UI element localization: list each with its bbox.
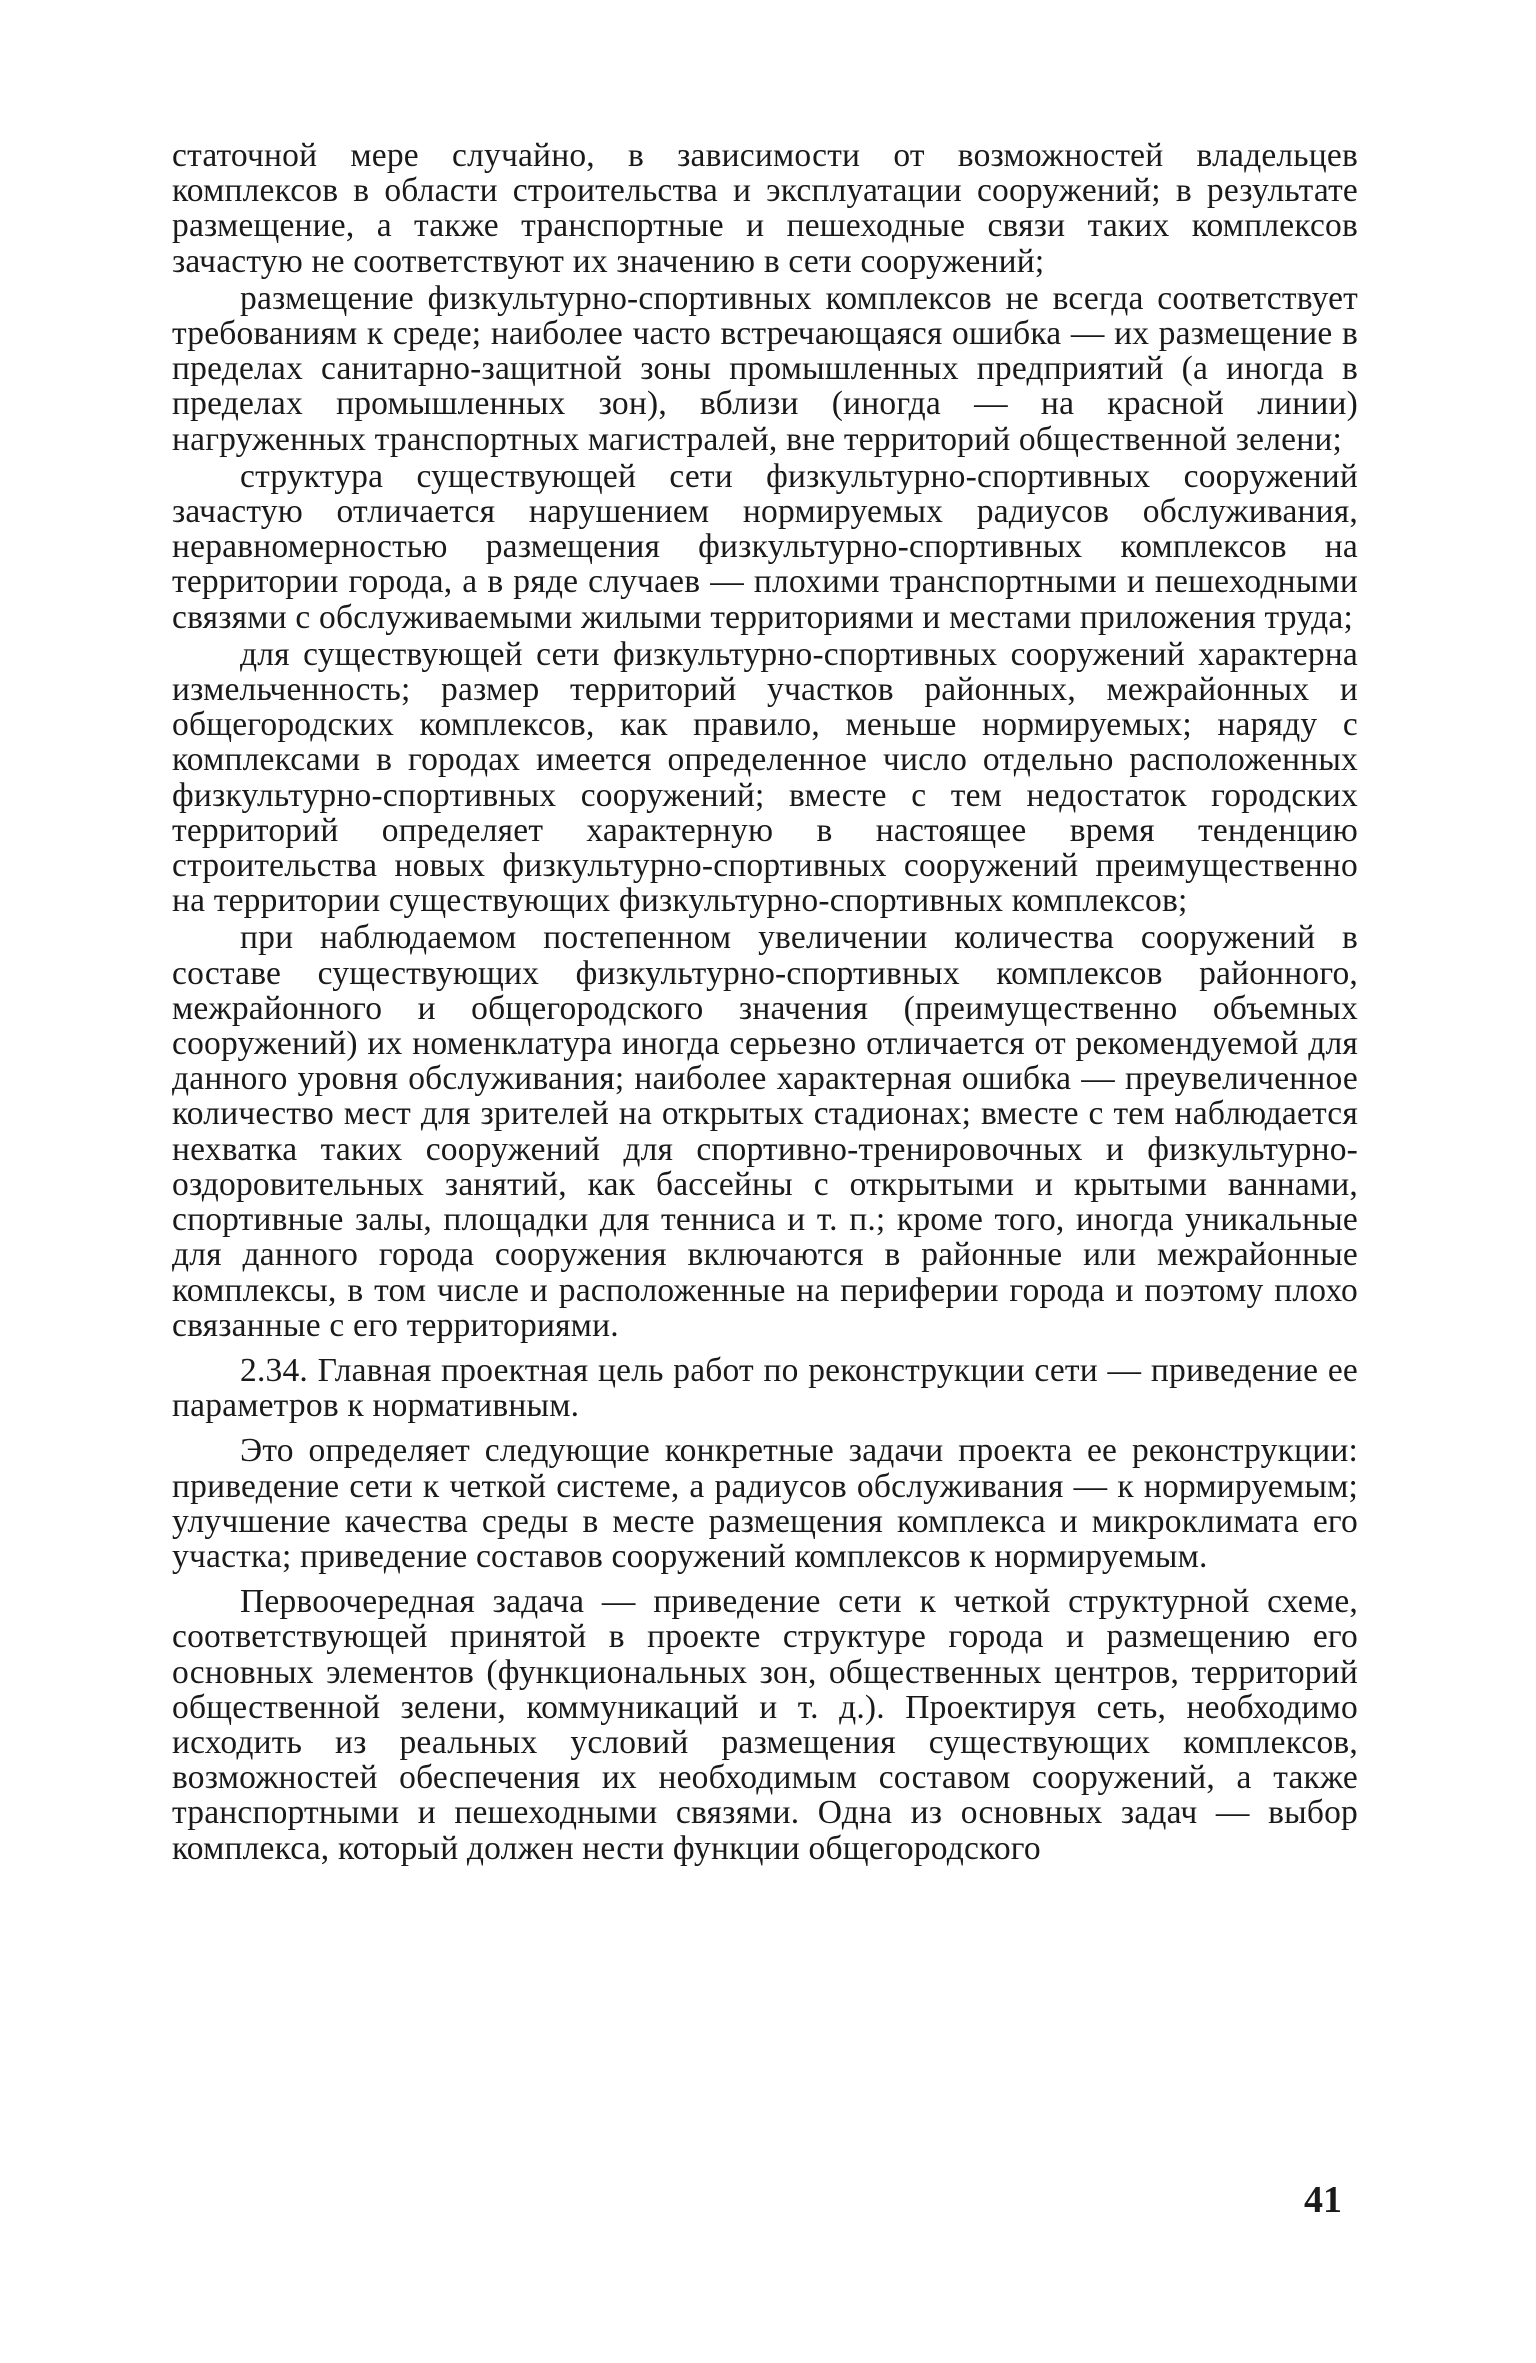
paragraph-primary-task: Первоочередная задача — приведение сети к четкой структурной схеме, соответствующей принятой в проекте структуре города и размещению его основных элементов (функциональных зон, общественных центров, территорий общественной зелени, коммуникаций и т. д.). Проектируя сеть, необходимо исходить из реальных условий размещения существующих комплексов, возможностей обеспечения их необходимым составом сооружений, а также транспортными и пешеходными связями. Одна из основных задач — выбор комплекса, который должен нести функции общегородского bbox=[172, 1583, 1358, 1867]
paragraph-network-structure: структура существующей сети физкультурно-спортивных сооружений зачастую отличается нарушением нормируемых радиусов обслуживания, неравномерностью размещения физкультурно-спортивных комплексов на территории города, а в ряде случаев — плохими транспортными и пешеходными связями с обслуживаемыми жилыми территориями и местами приложения труда; bbox=[172, 457, 1358, 636]
paragraph-fragmentation: для существующей сети физкультурно-спортивных сооружений характерна измельченность; размер территорий участков районных, межрайонных и общегородских комплексов, как правило, меньше нормируемых; наряду с комплексами в городах имеется определенное число отдельно расположенных физкультурно-спортивных сооружений; вместе с тем недостаток городских территорий определяет характерную в настоящее время тенденцию строительства новых физкультурно-спортивных сооружений преимущественно на территории существующих физкультурно-спортивных комплексов; bbox=[172, 635, 1358, 920]
paragraph-nomenclature: при наблюдаемом постепенном увеличении количества сооружений в составе существующих физкультурно-спортивных комплексов районного, межрайонного и общегородского значения (преимущественно объемных сооружений) их номенклатура иногда серьезно отличается от рекомендуемой для данного уровня обслуживания; наиболее характерная ошибка — преувеличенное количество мест для зрителей на открытых стадионах; вместе с тем наблюдается нехватка таких сооружений для спортивно-тренировочных и физкультурно-оздоровительных занятий, как бассейны с открытыми и крытыми ваннами, спортивные залы, площадки для тенниса и т. п.; кроме того, иногда уникальные для данного города сооружения включаются в районные или межрайонные комплексы, в том числе и расположенные на периферии города и поэтому плохо связанные с его территориями. bbox=[172, 919, 1358, 1344]
paragraph-tasks: Это определяет следующие конкретные задачи проекта ее реконструкции: приведение сети к четкой системе, а радиусов обслуживания — к нормируемым; улучшение качества среды в месте размещения комплекса и микроклимата его участка; приведение составов сооружений комплексов к нормируемым. bbox=[172, 1432, 1358, 1575]
page-number: 41 bbox=[1304, 2179, 1342, 2221]
paragraph-placement: размещение физкультурно-спортивных комплексов не всегда соответствует требованиям к среде; наиболее часто встречающаяся ошибка — их размещение в пределах санитарно-защитной зоны промышленных предприятий (а иногда в пределах промышленных зон), вблизи (иногда — на красной линии) нагруженных транспортных магистралей, вне территорий общественной зелени; bbox=[172, 279, 1358, 458]
page-body bbox=[172, 138, 1358, 1866]
paragraph-section-2-34: 2.34. Главная проектная цель работ по реконструкции сети — приведение ее параметров к нормативным. bbox=[172, 1351, 1358, 1425]
paragraph-continuation: статочной мере случайно, в зависимости от возможностей владельцев комплексов в области строительства и эксплуатации сооружений; в результате размещение, а также транспортные и пешеходные связи таких комплексов зачастую не соответствуют их значению в сети сооружений; bbox=[172, 137, 1358, 280]
